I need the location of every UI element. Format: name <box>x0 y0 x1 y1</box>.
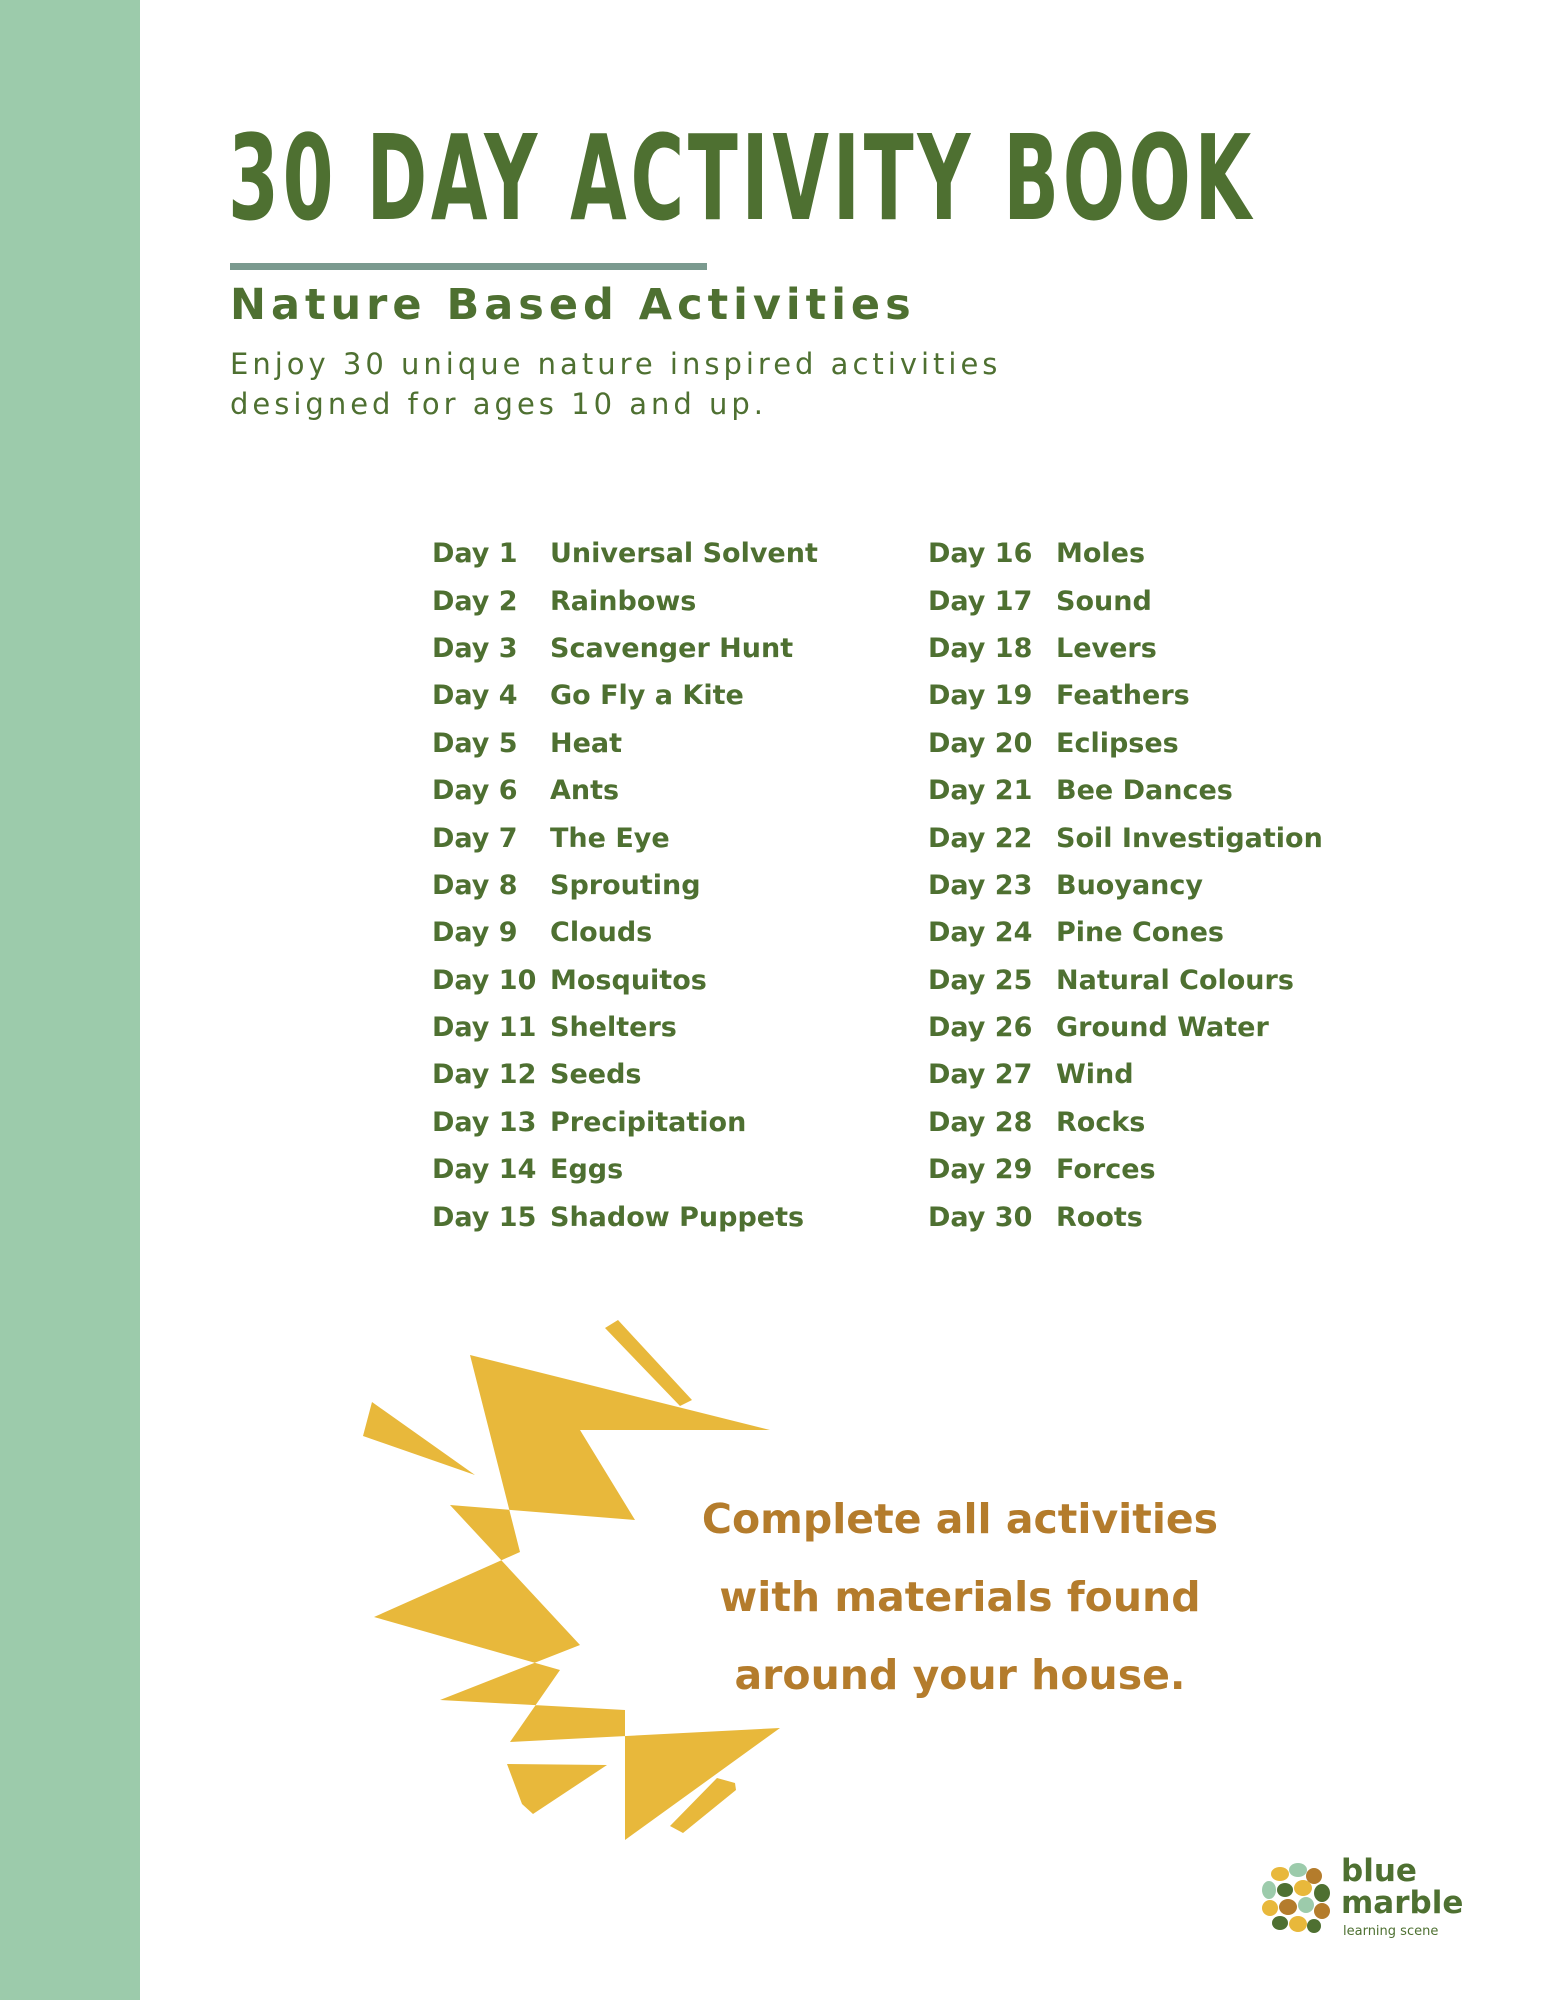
intro-text <box>230 344 1001 424</box>
day-number: Day 17 <box>928 585 1033 617</box>
title-underline <box>230 263 707 270</box>
day-number: Day 19 <box>928 680 1033 712</box>
activity-name: Eclipses <box>1056 727 1179 759</box>
activity-item <box>432 625 818 672</box>
activity-name: Rocks <box>1056 1106 1146 1138</box>
day-number: Day 20 <box>928 727 1033 759</box>
intro-line-1: Enjoy 30 unique nature inspired activities <box>230 347 1002 381</box>
activity-item <box>432 1099 818 1146</box>
activity-name: Buoyancy <box>1056 869 1203 901</box>
activity-name: Roots <box>1056 1201 1143 1233</box>
activity-item <box>432 1146 818 1193</box>
activity-name: Soil Investigation <box>1056 822 1323 854</box>
activity-name: Bee Dances <box>1056 775 1233 807</box>
day-number: Day 16 <box>928 538 1033 570</box>
activity-item <box>928 1193 1323 1240</box>
callout-line-1: Complete all activities <box>701 1495 1219 1543</box>
burst-ray-lower-left <box>507 1764 607 1814</box>
day-number: Day 23 <box>928 869 1033 901</box>
activity-name: Mosquitos <box>550 964 707 996</box>
day-number: Day 8 <box>432 869 518 901</box>
activity-item <box>432 862 818 909</box>
day-number: Day 22 <box>928 822 1033 854</box>
activity-item <box>928 672 1323 719</box>
activity-name: Shadow Puppets <box>550 1201 805 1233</box>
activity-name: Sprouting <box>550 869 701 901</box>
activity-item <box>432 1193 818 1240</box>
activity-item <box>432 1051 818 1098</box>
activity-name: Universal Solvent <box>550 538 818 570</box>
activity-item <box>928 530 1323 577</box>
activity-name: Moles <box>1056 538 1146 570</box>
day-number: Day 10 <box>432 964 537 996</box>
activity-item <box>432 814 818 861</box>
callout-message <box>660 1480 1260 1714</box>
day-number: Day 4 <box>432 680 518 712</box>
burst-ray-upper-left <box>363 1402 475 1475</box>
side-color-band <box>0 0 140 2000</box>
activity-item <box>928 814 1323 861</box>
activity-name: Go Fly a Kite <box>550 680 744 712</box>
activity-name: Eggs <box>550 1154 624 1186</box>
activity-item <box>928 909 1323 956</box>
activity-name: Precipitation <box>550 1106 747 1138</box>
day-number: Day 12 <box>432 1059 537 1091</box>
activity-name: Feathers <box>1056 680 1190 712</box>
logo-tagline: learning scene <box>1343 1924 1439 1939</box>
intro-line-2: designed for ages 10 and up. <box>230 387 768 421</box>
activity-item <box>432 577 818 624</box>
activity-item <box>432 767 818 814</box>
activity-item <box>928 862 1323 909</box>
day-number: Day 28 <box>928 1106 1033 1138</box>
activity-name: Clouds <box>550 917 653 949</box>
activity-name: The Eye <box>550 822 670 854</box>
day-number: Day 2 <box>432 585 518 617</box>
activity-name: Sound <box>1056 585 1152 617</box>
activity-name: Shelters <box>550 1012 677 1044</box>
activity-name: Forces <box>1056 1154 1156 1186</box>
day-number: Day 26 <box>928 1012 1033 1044</box>
activity-item <box>432 1004 818 1051</box>
activity-item <box>928 957 1323 1004</box>
day-number: Day 18 <box>928 632 1033 664</box>
activity-item <box>432 909 818 956</box>
day-number: Day 29 <box>928 1154 1033 1186</box>
page-title: 30 DAY ACTIVITY BOOK <box>228 109 1255 247</box>
callout-line-2: with materials found <box>719 1573 1201 1621</box>
activity-name: Heat <box>550 727 623 759</box>
activity-item <box>928 1004 1323 1051</box>
day-number: Day 15 <box>432 1201 537 1233</box>
activity-item <box>432 672 818 719</box>
day-number: Day 5 <box>432 727 518 759</box>
day-number: Day 3 <box>432 632 518 664</box>
day-number: Day 13 <box>432 1106 537 1138</box>
page-subtitle: Nature Based Activities <box>230 280 916 330</box>
logo-wordmark-marble: marble <box>1341 1885 1464 1921</box>
activity-item <box>928 577 1323 624</box>
day-number: Day 21 <box>928 775 1033 807</box>
activity-name: Rainbows <box>550 585 697 617</box>
day-number: Day 27 <box>928 1059 1033 1091</box>
day-number: Day 14 <box>432 1154 537 1186</box>
day-number: Day 11 <box>432 1012 537 1044</box>
day-number: Day 25 <box>928 964 1033 996</box>
activity-item <box>928 625 1323 672</box>
callout-line-3: around your house. <box>734 1651 1186 1699</box>
activity-list-days-16-30 <box>928 530 1323 1241</box>
activity-name: Wind <box>1056 1059 1134 1091</box>
day-number: Day 1 <box>432 538 518 570</box>
pebble-logo-icon <box>1258 1860 1336 1938</box>
activity-item <box>432 957 818 1004</box>
activity-name: Natural Colours <box>1056 964 1294 996</box>
activity-name: Levers <box>1056 632 1157 664</box>
activity-name: Ants <box>550 775 620 807</box>
activity-item <box>928 1051 1323 1098</box>
activity-name: Scavenger Hunt <box>550 632 794 664</box>
day-number: Day 30 <box>928 1201 1033 1233</box>
day-number: Day 24 <box>928 917 1033 949</box>
logo-wordmark-blue: blue <box>1341 1853 1417 1889</box>
activity-item <box>928 1146 1323 1193</box>
activity-name: Ground Water <box>1056 1012 1269 1044</box>
blue-marble-logo <box>1258 1853 1498 1956</box>
activity-item <box>432 720 818 767</box>
activity-list-days-1-15 <box>432 530 818 1241</box>
activity-item <box>928 720 1323 767</box>
day-number: Day 6 <box>432 775 518 807</box>
activity-item <box>432 530 818 577</box>
day-number: Day 9 <box>432 917 518 949</box>
activity-item <box>928 1099 1323 1146</box>
activity-item <box>928 767 1323 814</box>
day-number: Day 7 <box>432 822 518 854</box>
activity-name: Pine Cones <box>1056 917 1224 949</box>
activity-name: Seeds <box>550 1059 642 1091</box>
